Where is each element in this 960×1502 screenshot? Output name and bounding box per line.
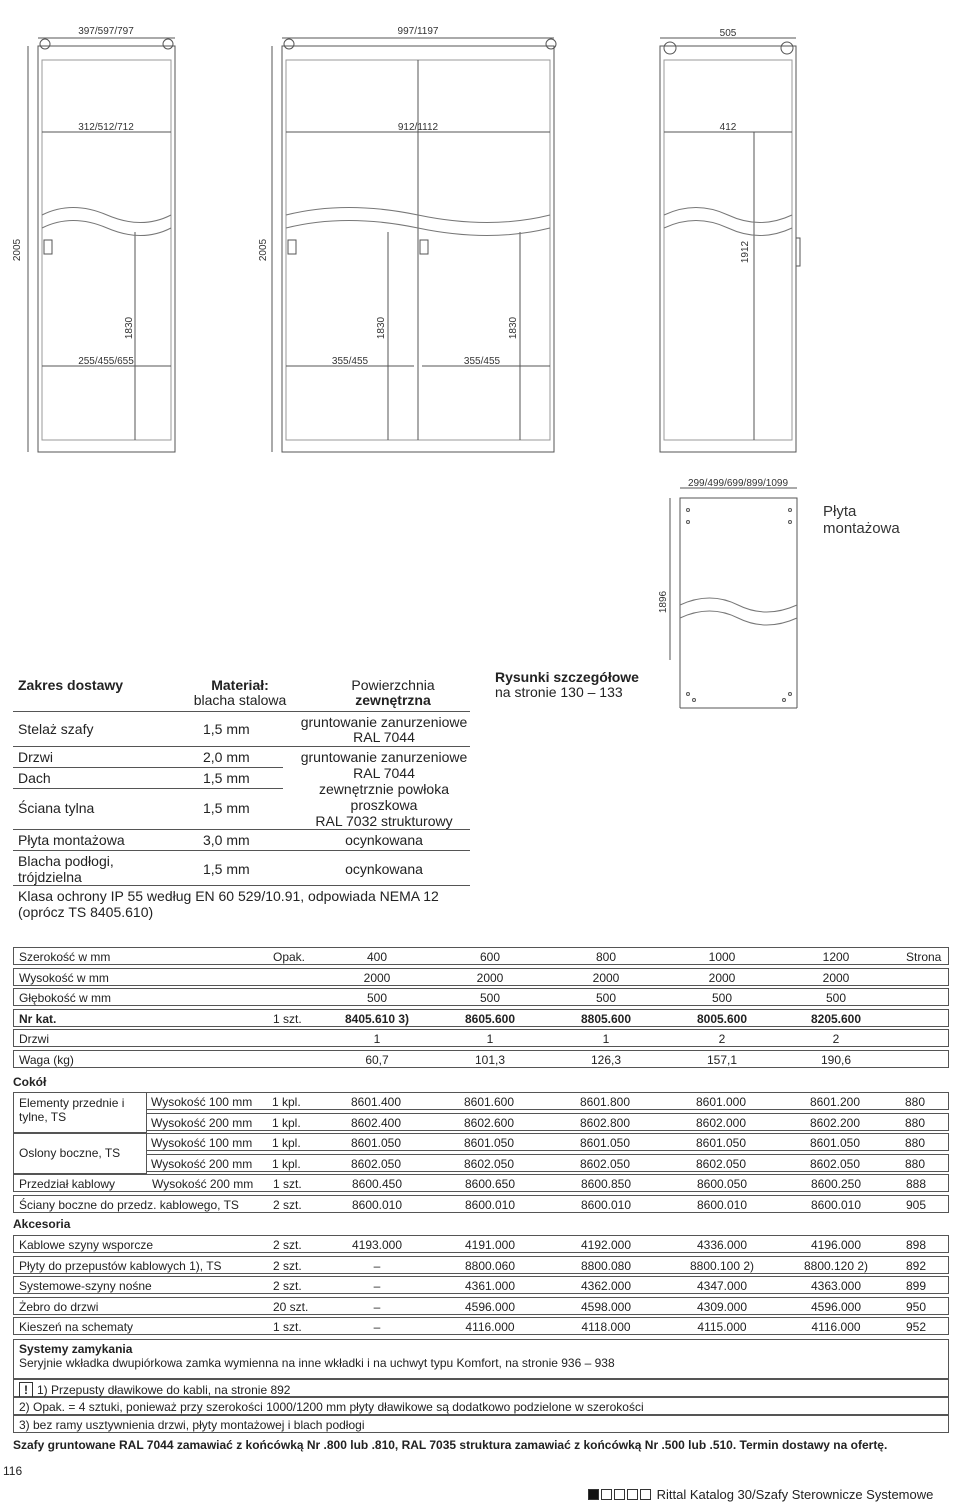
row-unit: 1 kpl.	[272, 1095, 301, 1109]
row-value: 8600.250	[810, 1177, 862, 1191]
row-value: 8601.200	[809, 1095, 861, 1109]
dim-double-bottom-right: 355/455	[463, 356, 501, 367]
scope-row-name: Stelaż szafy	[18, 721, 94, 737]
row-value: –	[373, 1279, 381, 1293]
row-value: 4115.000	[697, 1320, 747, 1334]
table-row	[13, 988, 949, 1006]
dim-single-width: 397/597/797	[78, 26, 134, 37]
surface-line: RAL 7032 strukturowy	[315, 813, 453, 829]
scope-row-name: Dach	[18, 770, 51, 786]
side-view-frame	[660, 46, 796, 452]
row-value: 8005.600	[696, 1011, 748, 1026]
row-value: 8600.050	[696, 1177, 748, 1191]
row-page: Strona	[906, 950, 942, 964]
row-sub: Wysokość 200 mm	[151, 1115, 253, 1130]
row-value: 8602.200	[809, 1115, 861, 1130]
row-value: 126,3	[590, 1052, 622, 1067]
row-unit: 1 szt.	[273, 1011, 302, 1026]
table-row	[13, 968, 949, 986]
mounting-plate	[680, 498, 797, 660]
scope-row-material: 2,0 mm	[203, 749, 250, 765]
scope-row-name: Blacha podłogi,	[18, 853, 114, 869]
row-value: 8602.050	[579, 1156, 631, 1171]
row-value: 1	[373, 1032, 381, 1046]
row-value: 8600.850	[580, 1177, 632, 1191]
dim-double-width: 997/1197	[397, 26, 439, 37]
table-row	[13, 947, 949, 965]
row-label: Drzwi	[19, 1032, 49, 1046]
note-3-text: 3) bez ramy usztywnienia drzwi, płyty montażowej i blach podłogi	[19, 1418, 365, 1432]
note-2-text: 2) Opak. = 4 sztuki, ponieważ przy szerokości 1000/1200 mm płyty dławikowe są dodatkowo podzielone w szerokości	[19, 1400, 644, 1414]
row-value: 157,1	[706, 1052, 738, 1067]
row-label: Przedział kablowy	[19, 1177, 116, 1191]
row-value: 500	[711, 991, 733, 1005]
row-sub: Wysokość 200 mm	[151, 1156, 253, 1171]
row-unit: 2 szt.	[273, 1258, 302, 1273]
row-value: –	[373, 1320, 381, 1334]
row-value: 8602.050	[809, 1156, 861, 1171]
row-page: 880	[905, 1156, 926, 1171]
row-value: 4192.000	[580, 1238, 632, 1252]
table-row	[13, 1276, 949, 1294]
row-value: 8600.010	[580, 1197, 632, 1212]
row-value: 2000	[476, 970, 504, 985]
group-label	[13, 1092, 147, 1133]
row-value: 600	[479, 950, 501, 964]
warning-icon: !	[19, 1382, 33, 1398]
row-label: Kieszeń na schematy	[19, 1320, 134, 1334]
row-value: 4363.000	[810, 1279, 862, 1293]
square-icon	[588, 1489, 599, 1500]
details-title: Rysunki szczegółowe	[495, 669, 639, 685]
row-value: 1	[602, 1032, 610, 1046]
table-row	[13, 1297, 949, 1315]
table-row	[13, 1174, 949, 1192]
dim-door-height-3: 1830	[508, 316, 519, 340]
row-value: 60,7	[365, 1052, 389, 1067]
row-value: 8600.010	[351, 1197, 403, 1212]
row-value: 8601.400	[350, 1095, 402, 1109]
table-row	[13, 1235, 949, 1253]
surface-line: gruntowanie zanurzeniowe	[300, 749, 468, 765]
row-value: 4596.000	[810, 1299, 862, 1314]
table-row	[13, 1256, 949, 1274]
row-value: 8800.060	[464, 1258, 516, 1273]
scope-row-surface-ral: RAL 7044	[353, 729, 415, 745]
note-1	[13, 1379, 949, 1397]
row-unit: Opak.	[273, 950, 306, 964]
section-akcesoria: Akcesoria	[13, 1217, 71, 1231]
row-sub: Wysokość 200 mm	[152, 1177, 254, 1191]
details-pages: na stronie 130 – 133	[495, 684, 623, 700]
page-number: 116	[3, 1464, 23, 1478]
table-row	[146, 1133, 949, 1151]
row-value: –	[373, 1299, 381, 1314]
row-value: 8600.010	[464, 1197, 516, 1212]
dim-door-height-2: 1830	[376, 316, 387, 340]
row-value: 4191.000	[464, 1238, 516, 1252]
row-label: Wysokość w mm	[19, 970, 109, 985]
cabinet-drawings	[0, 0, 960, 660]
scope-head-surface-sub: zewnętrzna	[355, 692, 431, 708]
dim-double-inner: 912/1112	[397, 122, 439, 133]
table-row	[146, 1154, 949, 1172]
row-value: 2000	[822, 970, 850, 985]
row-value: 4336.000	[696, 1238, 748, 1252]
row-page: 880	[905, 1136, 926, 1150]
note-1-text: 1) Przepusty dławikowe do kabli, na stronie 892	[37, 1383, 291, 1397]
row-value: 8601.050	[463, 1136, 515, 1150]
table-row	[13, 1050, 949, 1068]
row-page: 898	[906, 1238, 927, 1252]
row-label: Kablowe szyny wsporcze	[19, 1238, 154, 1252]
scope-row-material: 1,5 mm	[203, 721, 250, 737]
scope-row-name: Płyta montażowa	[18, 832, 125, 848]
row-value: 8601.050	[809, 1136, 861, 1150]
scope-row-name: Ściana tylna	[18, 800, 95, 816]
row-value: 101,3	[474, 1052, 506, 1067]
row-value: 800	[595, 950, 617, 964]
row-value: 190,6	[820, 1052, 852, 1067]
catalog-title	[588, 1487, 933, 1502]
group-label-text: Oslony boczne, TS	[19, 1146, 121, 1160]
row-page: 880	[905, 1115, 926, 1130]
row-value: 8405.610 3)	[344, 1011, 410, 1026]
row-value: 8602.400	[350, 1115, 402, 1130]
row-value: 8601.000	[695, 1095, 747, 1109]
row-page: 888	[906, 1177, 927, 1191]
row-value: –	[373, 1258, 381, 1273]
row-value: 8605.600	[464, 1011, 516, 1026]
dim-double-bottom-left: 355/455	[331, 356, 369, 367]
scope-row-material: 1,5 mm	[203, 770, 250, 786]
row-value: 8601.050	[350, 1136, 402, 1150]
row-page: 905	[906, 1197, 927, 1212]
row-label: Płyty do przepustów kablowych 1), TS	[19, 1258, 222, 1273]
row-value: 8602.600	[463, 1115, 515, 1130]
row-sub: Wysokość 100 mm	[151, 1136, 253, 1150]
row-unit: 1 szt.	[273, 1320, 302, 1334]
row-value: 8800.100 2)	[689, 1258, 755, 1273]
row-value: 1000	[708, 950, 736, 964]
row-value: 8601.050	[579, 1136, 631, 1150]
dim-single-bottom: 255/455/655	[78, 356, 134, 367]
scope-row-material: 1,5 mm	[203, 861, 250, 877]
row-value: 8600.650	[464, 1177, 516, 1191]
locks-text: Seryjnie wkładka dwupiórkowa zamka wymienna na inne wkładki i na uchwyt typu Komfort, na stronie 936 – 938	[19, 1356, 615, 1370]
table-row	[13, 1009, 949, 1027]
square-icon	[627, 1489, 638, 1500]
row-unit: 1 kpl.	[272, 1156, 301, 1171]
scope-row-name-2: trójdzielna	[18, 869, 82, 885]
row-value: 8800.080	[580, 1258, 632, 1273]
table-row	[13, 1195, 949, 1213]
scope-head-material-sub: blacha stalowa	[193, 692, 287, 708]
row-value: 4347.000	[696, 1279, 748, 1293]
row-unit: 2 szt.	[273, 1238, 302, 1252]
row-label: Ściany boczne do przedz. kablowego, TS	[19, 1197, 239, 1212]
row-unit: 1 szt.	[273, 1177, 302, 1191]
row-value: 8602.000	[695, 1115, 747, 1130]
scope-row-name: Drzwi	[18, 749, 53, 765]
row-value: 8601.800	[579, 1095, 631, 1109]
row-value: 4116.000	[465, 1320, 515, 1334]
row-value: 8805.600	[580, 1011, 632, 1026]
row-value: 8602.050	[695, 1156, 747, 1171]
dim-plate-height: 1896	[658, 590, 669, 614]
row-label: Głębokość w mm	[19, 991, 112, 1005]
row-unit: 1 kpl.	[272, 1115, 301, 1130]
row-value: 4361.000	[464, 1279, 516, 1293]
row-value: 4196.000	[810, 1238, 862, 1252]
dim-height-single: 2005	[12, 238, 23, 262]
row-value: 8601.600	[463, 1095, 515, 1109]
row-value: 8601.050	[695, 1136, 747, 1150]
row-value: 400	[366, 950, 388, 964]
dim-side-inner: 412	[719, 122, 737, 133]
square-icon	[601, 1489, 612, 1500]
row-unit: 1 kpl.	[272, 1136, 301, 1150]
row-value: 8602.050	[463, 1156, 515, 1171]
table-row	[146, 1113, 949, 1131]
protection-class: Klasa ochrony IP 55 według EN 60 529/10.91, odpowiada NEMA 12	[18, 888, 439, 904]
note-2	[13, 1397, 949, 1415]
row-value: 4598.000	[580, 1299, 632, 1314]
row-value: 500	[479, 991, 501, 1005]
row-value: 8205.600	[810, 1011, 862, 1026]
group-label	[13, 1133, 147, 1174]
square-icon	[640, 1489, 651, 1500]
scope-row-surface: gruntowanie zanurzeniowe	[300, 714, 468, 730]
row-label: Systemowe-szyny nośne	[19, 1279, 152, 1293]
row-value: 4362.000	[580, 1279, 632, 1293]
details-reference	[495, 670, 639, 700]
protection-class-note: (oprócz TS 8405.610)	[18, 904, 154, 920]
table-row	[13, 1317, 949, 1335]
row-value: 4309.000	[696, 1299, 748, 1314]
row-value: 4596.000	[464, 1299, 516, 1314]
row-value: 2000	[363, 970, 391, 985]
row-value: 8600.010	[810, 1197, 862, 1212]
row-value: 1	[486, 1032, 494, 1046]
dim-height-side: 1912	[740, 240, 751, 264]
row-page: 952	[906, 1320, 927, 1334]
row-sub: Wysokość 100 mm	[151, 1095, 253, 1109]
single-cabinet-frame	[38, 46, 175, 452]
row-label: Nr kat.	[19, 1011, 57, 1026]
row-label: Żebro do drzwi	[19, 1299, 99, 1314]
locks-title: Systemy zamykania	[19, 1342, 133, 1356]
row-value: 8602.050	[350, 1156, 402, 1171]
table-row	[146, 1092, 949, 1110]
dim-door-height-1: 1830	[124, 316, 135, 340]
plate-label-line1: Płyta	[823, 503, 857, 520]
row-value: 8602.800	[579, 1115, 631, 1130]
row-value: 4116.000	[811, 1320, 861, 1334]
row-value: 1200	[822, 950, 850, 964]
row-value: 2	[832, 1032, 840, 1046]
row-value: 8600.450	[351, 1177, 403, 1191]
row-unit: 20 szt.	[273, 1299, 309, 1314]
scope-row-surface: ocynkowana	[345, 832, 423, 848]
row-value: 4118.000	[581, 1320, 631, 1334]
row-unit: 2 szt.	[273, 1197, 302, 1212]
row-value: 500	[595, 991, 617, 1005]
order-note: Szafy gruntowane RAL 7044 zamawiać z końcówką Nr .800 lub .810, RAL 7035 struktura zamawiać z końcówką Nr .500 lub .510. Termin dostawy na ofertę.	[13, 1438, 888, 1452]
row-value: 2000	[708, 970, 736, 985]
note-3	[13, 1415, 949, 1433]
dim-side-depth: 505	[719, 28, 737, 39]
row-label: Szerokość w mm	[19, 950, 111, 964]
row-value: 500	[366, 991, 388, 1005]
row-value: 8800.120 2)	[803, 1258, 869, 1273]
dim-height-double: 2005	[258, 238, 269, 262]
scope-head-material: Materiał:	[211, 677, 269, 693]
scope-head-col1: Zakres dostawy	[18, 677, 124, 693]
surface-line: zewnętrznie powłoka	[319, 781, 449, 797]
scope-group-surface	[289, 749, 479, 829]
row-value: 2	[718, 1032, 726, 1046]
row-value: 500	[825, 991, 847, 1005]
row-page: 880	[905, 1095, 926, 1109]
scope-head-surface: Powierzchnia	[351, 677, 435, 693]
square-icon	[614, 1489, 625, 1500]
row-page: 899	[906, 1279, 927, 1293]
row-value: 4193.000	[351, 1238, 403, 1252]
table-row	[13, 1029, 949, 1047]
section-cokol: Cokół	[13, 1075, 47, 1089]
scope-row-material: 3,0 mm	[203, 832, 250, 848]
scope-row-material: 1,5 mm	[203, 800, 250, 816]
surface-line: proszkowa	[350, 797, 418, 813]
scope-row-surface: ocynkowana	[345, 861, 423, 877]
plate-label-line2: montażowa	[823, 520, 900, 537]
row-value: 8600.010	[696, 1197, 748, 1212]
dim-single-inner: 312/512/712	[78, 122, 134, 133]
surface-line: RAL 7044	[353, 765, 415, 781]
row-unit: 2 szt.	[273, 1279, 302, 1293]
row-page: 950	[906, 1299, 927, 1314]
row-page: 892	[906, 1258, 927, 1273]
dim-plate-width: 299/499/699/899/1099	[687, 478, 789, 489]
catalog-text: Rittal Katalog 30/Szafy Sterownicze Systemowe	[656, 1487, 934, 1502]
note-locks	[13, 1339, 949, 1379]
row-label: Waga (kg)	[19, 1052, 74, 1067]
row-value: 2000	[592, 970, 620, 985]
group-label-text: Elementy przednie i tylne, TS	[19, 1096, 125, 1124]
